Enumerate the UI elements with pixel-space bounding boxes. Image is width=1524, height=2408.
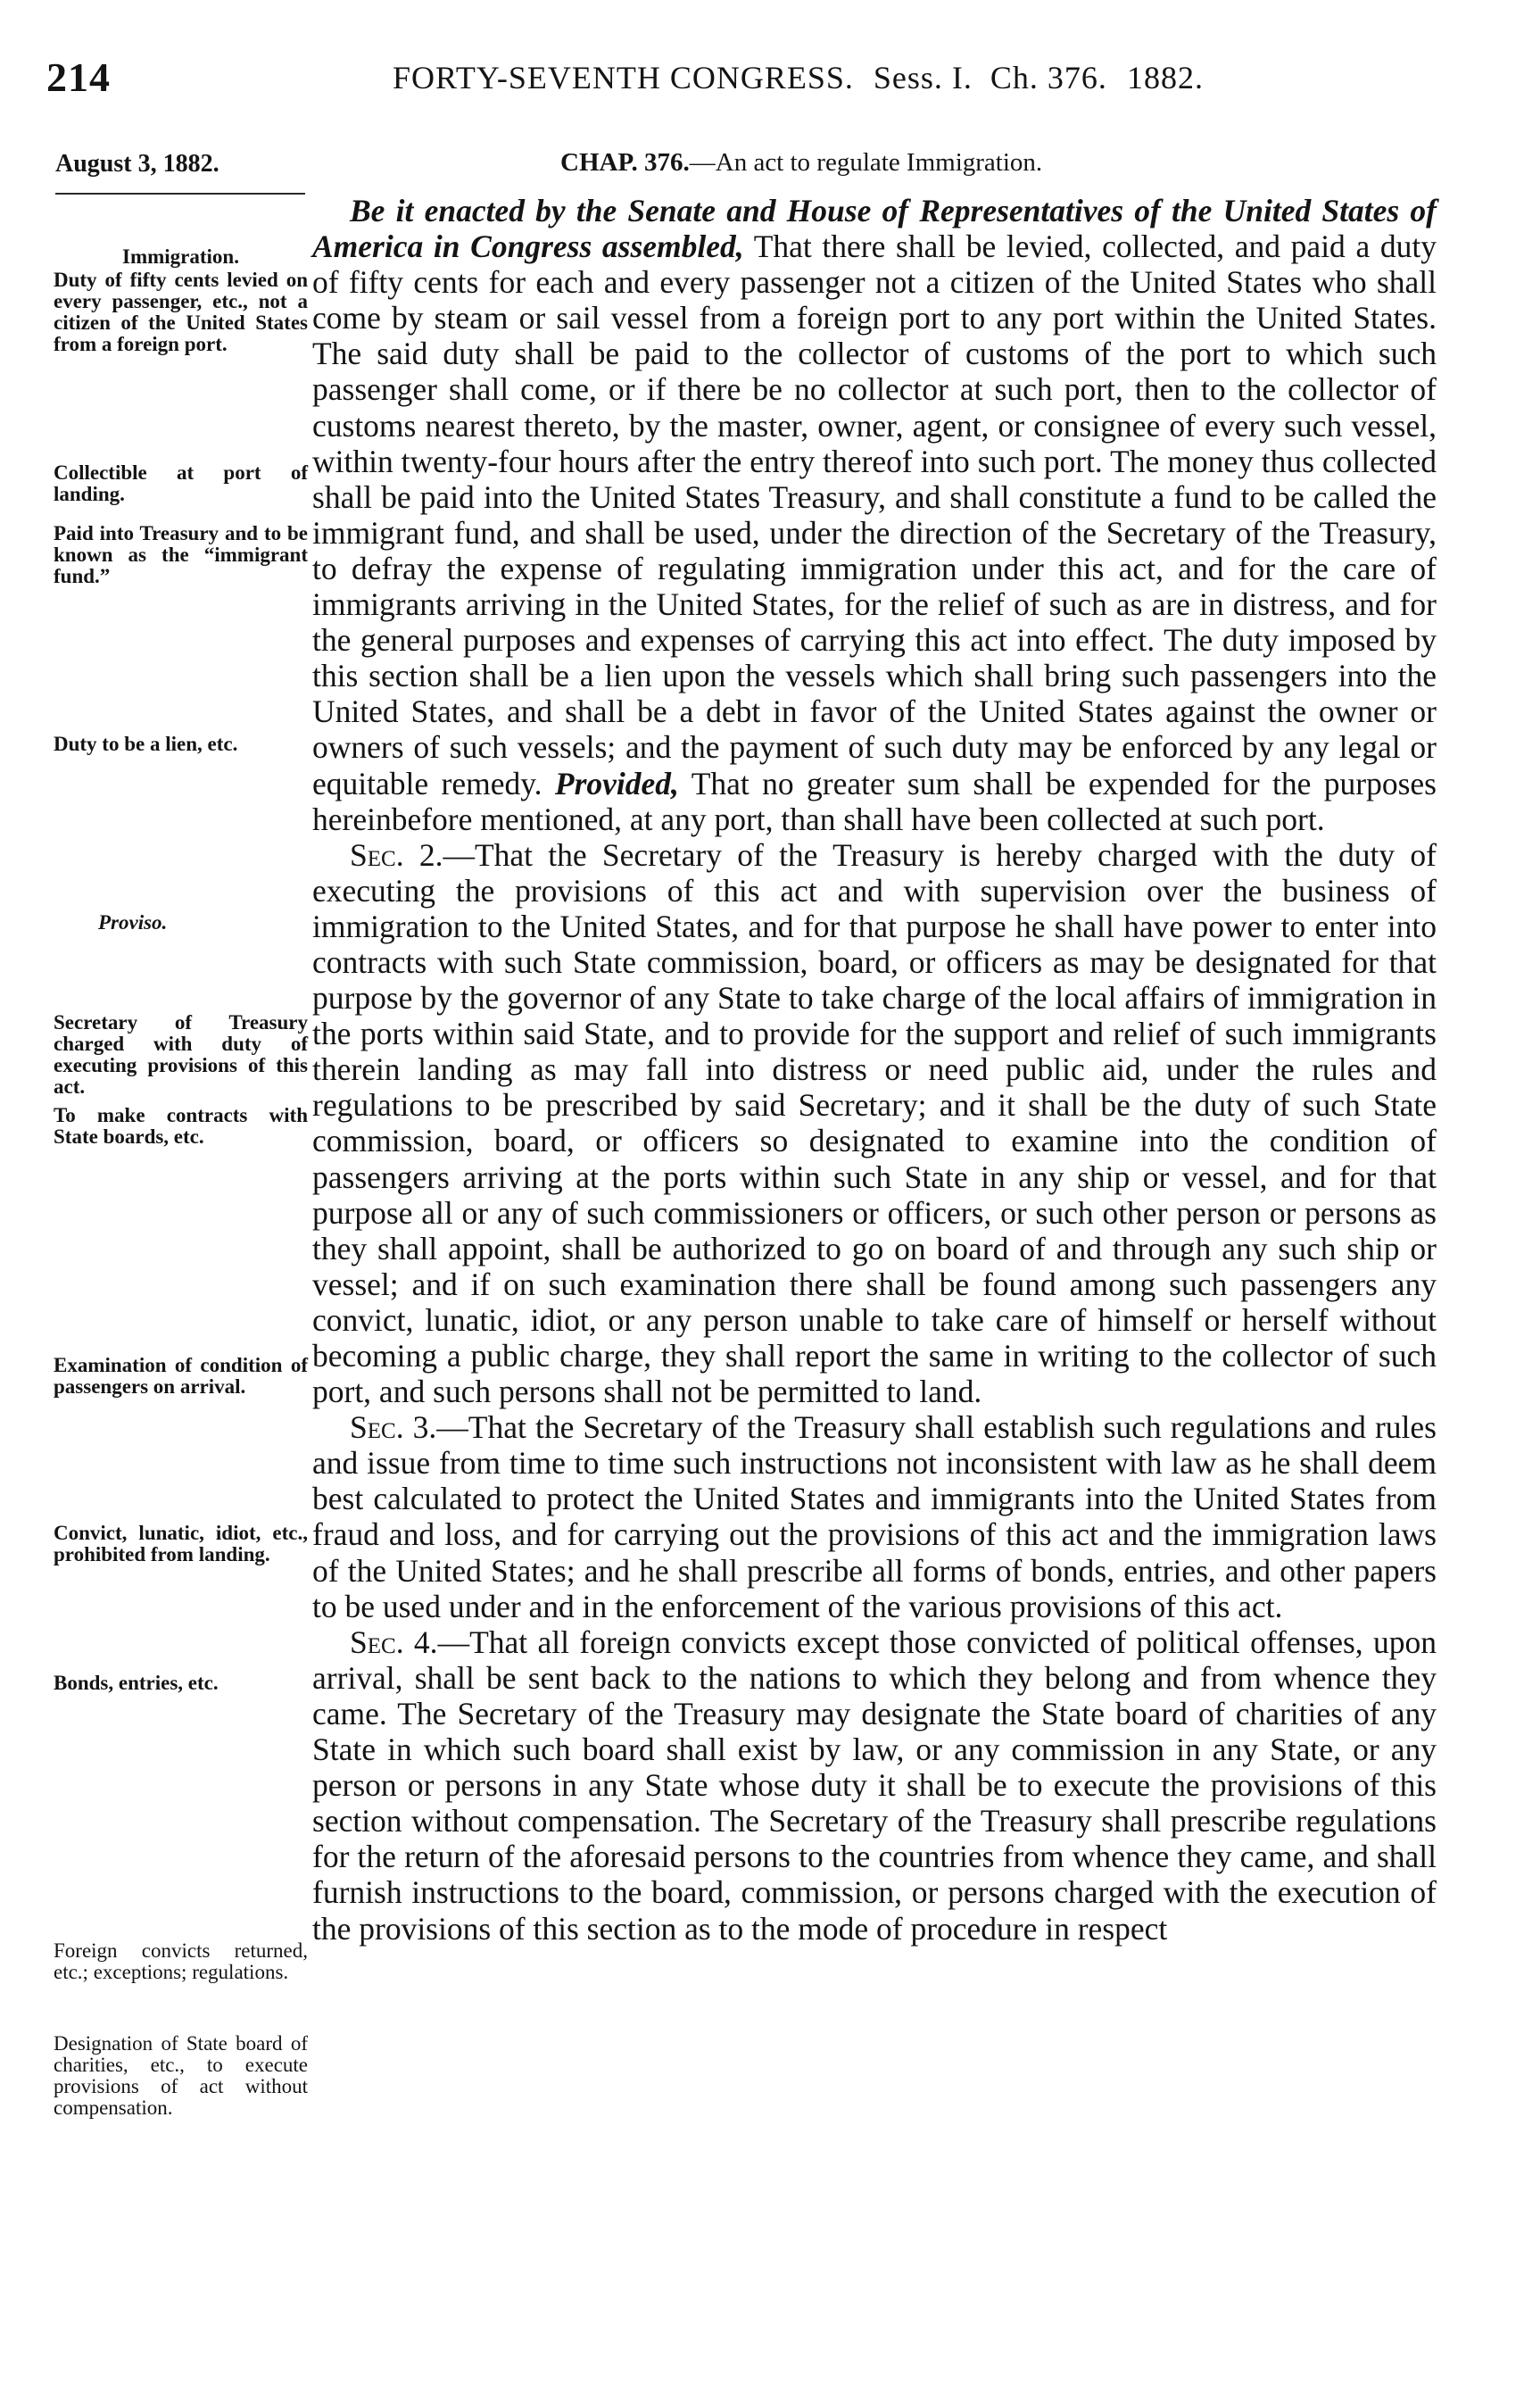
running-head: [393, 59, 1204, 96]
margin-note-proviso: Proviso.: [98, 911, 168, 934]
section-1-text: That there shall be levied, collected, and paid a duty of fifty cents for each and every passenger not a citizen of the United States who shall come by steam or sail vessel from a foreign port to any port within the United States. The said duty shall be paid to the collector of customs of the port to which such passenger shall come, or if there be no collector at such port, then to the collector of customs nearest thereto, by the master, owner, agent, or consignee of every such vessel, within twenty-four hours after the entry thereof into such port. The money thus collected shall be paid into the United States Treasury, and shall constitute a fund to be called the immigrant fund, and shall be used, under the direction of the Secretary of the Treasury, to defray the expense of regulating immigration under this act, and for the care of immigrants arriving in the United States, for the relief of such as are in distress, and for the general purposes and expenses of carrying this act into effect. The duty imposed by this section shall be a lien upon the vessels which shall bring such passengers into the United States, and shall be a debt in favor of the United States against the owner or owners of such vessels; and the payment of such duty may be enforced by any legal or equitable remedy.: [312, 228, 1437, 801]
section-3-text: —That the Secretary of the Treasury shall establish such regulations and rules and issue from time to time such instructions not inconsistent with law as he shall deem best calculated to protect the United States and immigrants into the United States from fraud and loss, and for carrying out the provisions of this act and the immigration laws of the United States; and he shall prescribe all forms of bonds, entries, and other papers to be used under and in the enforcement of the various provisions of this act.: [312, 1409, 1437, 1624]
margin-note-immigrant-fund: Paid into Treasury and to be known as the “immigrant fund.”: [54, 522, 308, 587]
chapter-title: [560, 148, 1042, 178]
section-3: [312, 1409, 1437, 1624]
margin-note-secretary-charged: Secretary of Treasury charged with duty of executing provisions of this act.: [54, 1011, 308, 1098]
margin-note-state-board: Designation of State board of charities, etc., to execute provisions of act without compensation.: [54, 2032, 308, 2119]
proviso-label: Provided,: [554, 765, 679, 801]
margin-note-foreign-convicts: Foreign convicts returned, etc.; exceptions; regulations.: [54, 1939, 308, 1983]
running-head-session: Sess. I.: [873, 60, 973, 95]
running-head-year: 1882.: [1126, 60, 1204, 95]
page-header: [46, 54, 1438, 107]
running-head-congress: FORTY-SEVENTH CONGRESS.: [393, 60, 854, 95]
margin-note-collectible: Collectible at port of landing.: [54, 461, 308, 505]
section-4-label: Sec. 4.: [350, 1623, 438, 1660]
section-4-text: —That all foreign convicts except those convicted of political offenses, upon arrival, shall be sent back to the nations to which they belong and from whence they came. The Secretary of the Treasury may designate the State board of charities of any State in which such board shall exist by law, or any commission in any State, or any person or persons in any State whose duty it shall be to execute the provisions of this section without compensation. The Secretary of the Treasury shall prescribe regulations for the return of the aforesaid persons to the countries from whence they came, and shall furnish instructions to the board, commission, or persons charged with the execution of the provisions of this section as to the mode of procedure in respect: [312, 1623, 1437, 1947]
section-1: [312, 193, 1437, 837]
date-underline: [55, 193, 305, 195]
margin-note-immigration: Immigration.: [122, 245, 239, 268]
margin-note-duty-fifty-cents: Duty of fifty cents levied on every passenger, etc., not a citizen of the United States from a foreign port.: [54, 269, 308, 355]
enacting-clause: Be it enacted by the Senate and House of Representatives of the United States of America in Congress assembled,: [312, 193, 1437, 265]
section-4: [312, 1624, 1437, 1947]
chapter-title-text: —An act to regulate Immigration.: [689, 148, 1043, 177]
section-3-label: Sec. 3.: [350, 1409, 437, 1446]
margin-note-duty-lien: Duty to be a lien, etc.: [54, 733, 238, 755]
margin-note-convict-prohibited: Convict, lunatic, idiot, etc., prohibited from landing.: [54, 1522, 308, 1565]
section-2: [312, 837, 1437, 1410]
running-head-chapter: Ch. 376.: [990, 60, 1107, 95]
margin-note-contracts: To make contracts with State boards, etc.: [54, 1104, 308, 1148]
enactment-date: August 3, 1882.: [55, 150, 219, 178]
proviso-text: That no greater sum shall be expended for the purposes hereinbefore mentioned, at any port, than shall have been collected at such port.: [312, 765, 1437, 837]
chapter-label: CHAP. 376.: [560, 148, 690, 177]
section-2-label: Sec. 2.: [350, 836, 443, 873]
margin-note-bonds: Bonds, entries, etc.: [54, 1672, 219, 1694]
statute-body: [312, 193, 1437, 1947]
margin-note-examination: Examination of condition of passengers on arrival.: [54, 1354, 308, 1398]
section-2-text: —That the Secretary of the Treasury is hereby charged with the duty of executing the provisions of this act and with supervision over the business of immigration to the United States, and for that purpose he shall have power to enter into contracts with such State commission, board, or officers as may be designated for that purpose by the governor of any State to take charge of the local affairs of immigration in the ports within said State, and to provide for the support and relief of such immigrants therein landing as may fall into distress or need public aid, under the rules and regulations to be prescribed by said Secretary; and it shall be the duty of such State commission, board, or officers so designated to examine into the condition of passengers arriving at the ports within such State in any ship or vessel, and for that purpose all or any of such commissioners or officers, or such other person or persons as they shall appoint, shall be authorized to go on board of and through any such ship or vessel; and if on such examination there shall be found among such passengers any convict, lunatic, idiot, or any person unable to take care of himself or herself without becoming a public charge, they shall report the same in writing to the collector of such port, and such persons shall not be permitted to land.: [312, 836, 1437, 1410]
page-number: 214: [46, 54, 111, 100]
